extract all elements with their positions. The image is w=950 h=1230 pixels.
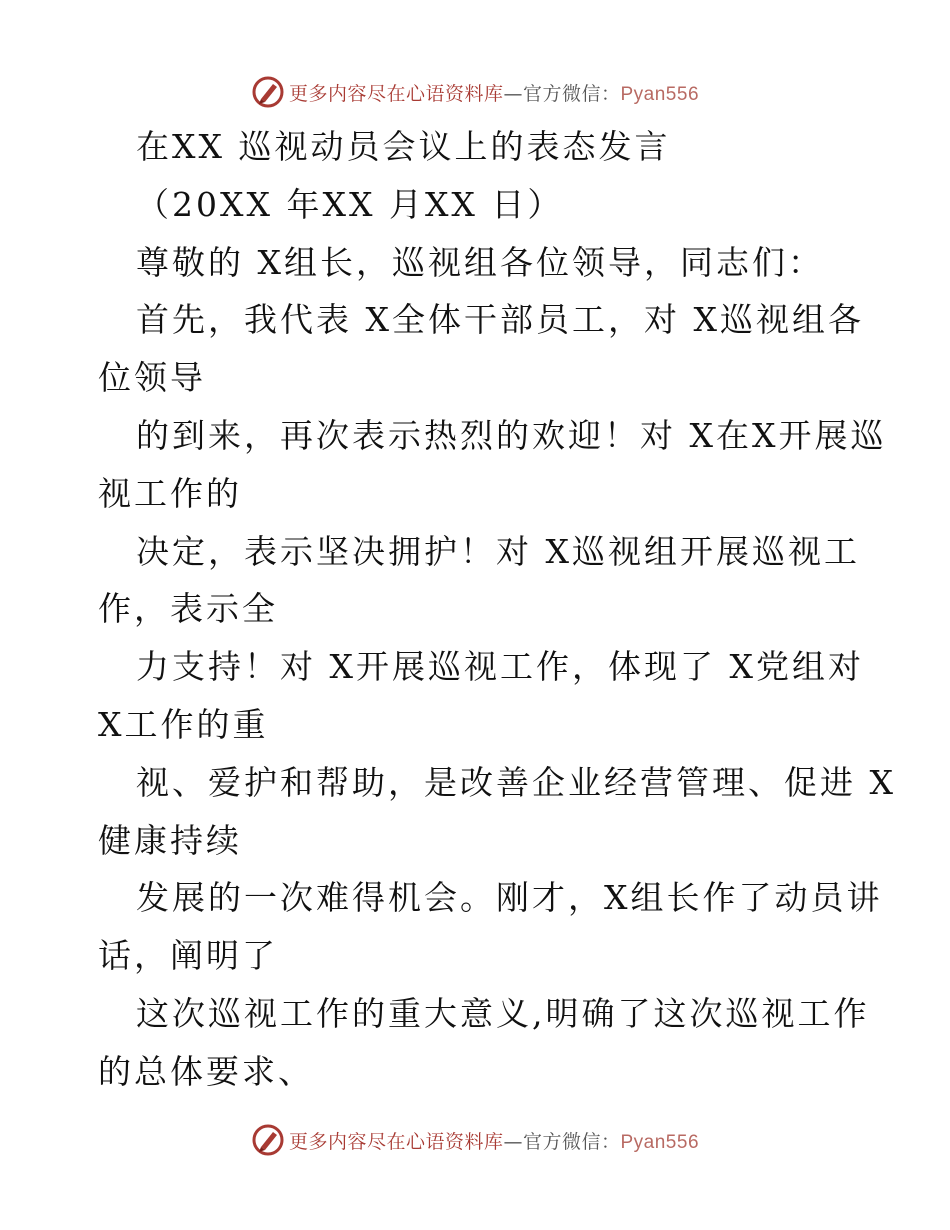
document-line: 决定，表示坚决拥护！对 X巡视组开展巡视工 (136, 531, 860, 571)
banner-separator: — (503, 1130, 523, 1153)
document-line: 健康持续 (98, 820, 242, 860)
header-watermark-banner (0, 72, 950, 112)
document-line: （20XX 年XX 月XX 日） (136, 184, 564, 224)
banner-wechat-id: Pyan556 (620, 1131, 700, 1153)
document-line: 发展的一次难得机会。刚才，X组长作了动员讲 (136, 878, 883, 918)
document-line: 视工作的 (98, 473, 242, 513)
banner-text (289, 79, 699, 106)
document-line: 这次巡视工作的重大意义,明确了这次巡视工作 (136, 993, 870, 1033)
pen-logo-icon (251, 75, 285, 109)
banner-sub: 官方微信： (522, 1130, 621, 1153)
document-line: 尊敬的 X组长，巡视组各位领导，同志们： (136, 242, 824, 282)
document-line: X工作的重 (98, 704, 269, 744)
document-line: 力支持！对 X开展巡视工作，体现了 X党组对 (136, 647, 864, 687)
document-body (98, 118, 898, 1101)
pen-logo-icon (251, 1123, 285, 1157)
banner-separator: — (503, 82, 523, 105)
document-line: 在XX 巡视动员会议上的表态发言 (136, 127, 671, 166)
document-line: 视、爱护和帮助，是改善企业经营管理、促进 X (136, 762, 896, 802)
document-line: 作，表示全 (98, 589, 278, 629)
document-line: 的到来，再次表示热烈的欢迎！对 X在X开展巡 (136, 415, 887, 455)
document-line: 话，阐明了 (98, 936, 278, 976)
banner-main: 更多内容尽在心语资料库 (288, 82, 504, 105)
footer-watermark-banner (0, 1120, 950, 1160)
banner-text (289, 1127, 699, 1154)
banner-main: 更多内容尽在心语资料库 (288, 1130, 504, 1153)
banner-sub: 官方微信： (522, 82, 621, 105)
document-line: 位领导 (98, 358, 206, 398)
banner-wechat-id: Pyan556 (620, 83, 700, 105)
document-line: 首先，我代表 X全体干部员工，对 X巡视组各 (136, 300, 864, 340)
document-line: 的总体要求、 (98, 1051, 314, 1091)
